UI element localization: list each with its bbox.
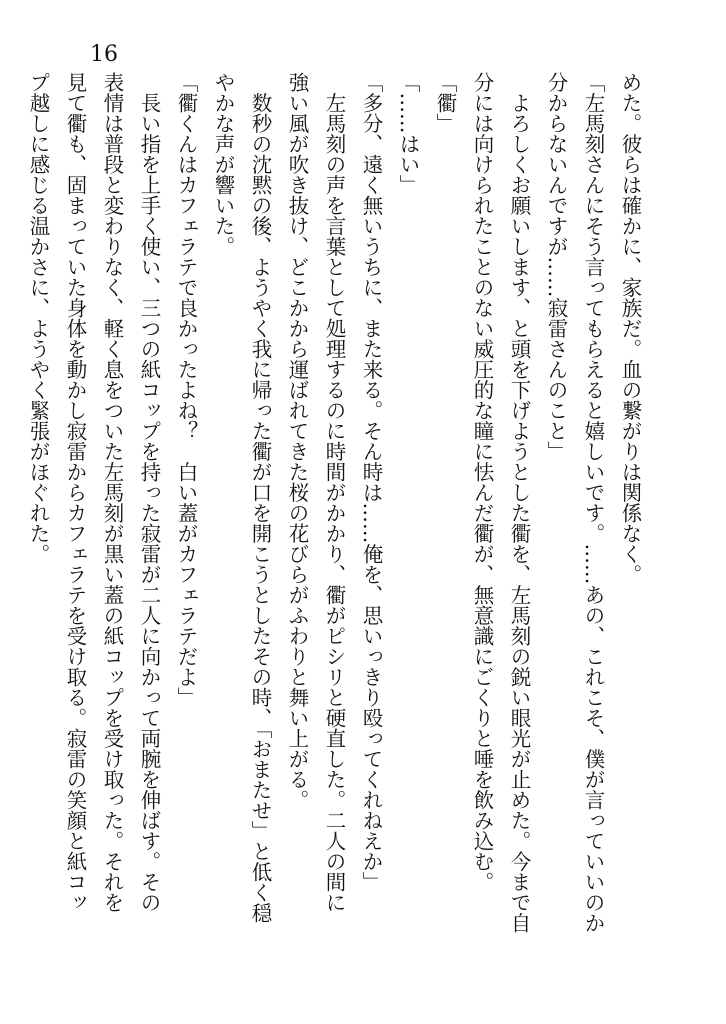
text-line: 強い風が吹き抜け、どこかから運ばれてきた桜の花びらがふわりと舞い上がる。 (285, 72, 309, 810)
text-line: 左馬刻の声を言葉として処理するのに時間がかかり、衢がピシリと硬直した。二人の間に (322, 72, 346, 913)
text-line: プ越しに感じる温かさに、ようやく緊張がほぐれた。 (26, 72, 50, 564)
text-line: 見て衢も、固まっていた身体を動かし寂雷からカフェラテを受け取る。寂雷の笑顔と紙コッ (63, 72, 87, 913)
text-line: 「多分、遠く無いうちに、また来る。そん時は……俺を、思いっきり殴ってくれねえか」 (359, 72, 383, 892)
text-line: めた。彼らは確かに、家族だ。血の繋がりは関係なく。 (618, 72, 642, 585)
text-line: 「衢」 (433, 72, 457, 134)
text-line: 長い指を上手く使い、三つの紙コップを持った寂雷が二人に向かって両腕を伸ばす。その (137, 72, 161, 913)
body-text (26, 72, 648, 972)
text-line: よろしくお願いします、と頭を下げようとした衢を、左馬刻の鋭い眼光が止めた。今まで自 (507, 72, 531, 933)
page-number: 16 (90, 42, 118, 67)
text-line: やかな声が響いた。 (211, 72, 235, 257)
text-line: 分には向けられたことのない威圧的な瞳に怯んだ衢が、無意識にごくりと唾を飲み込む。 (470, 72, 494, 892)
text-line: 数秒の沈黙の後、ようやく我に帰った衢が口を開こうとしたその時、「おまたせ」と低く穏 (248, 72, 272, 923)
text-line: 「衢くんはカフェラテで良かったよね？ 白い蓋がカフェラテだよ」 (174, 72, 198, 708)
text-line: 分からないんですが……寂雷さんのこと」 (544, 72, 568, 462)
text-line: 表情は普段と変わりなく、軽く息をついた左馬刻が黒い蓋の紙コップを受け取った。それを (100, 72, 124, 913)
text-line: 「……はい」 (396, 72, 420, 195)
text-line: 「左馬刻さんにそう言ってもらえると嬉しいです。……あの、これこそ、僕が言っていいのか (581, 72, 605, 933)
